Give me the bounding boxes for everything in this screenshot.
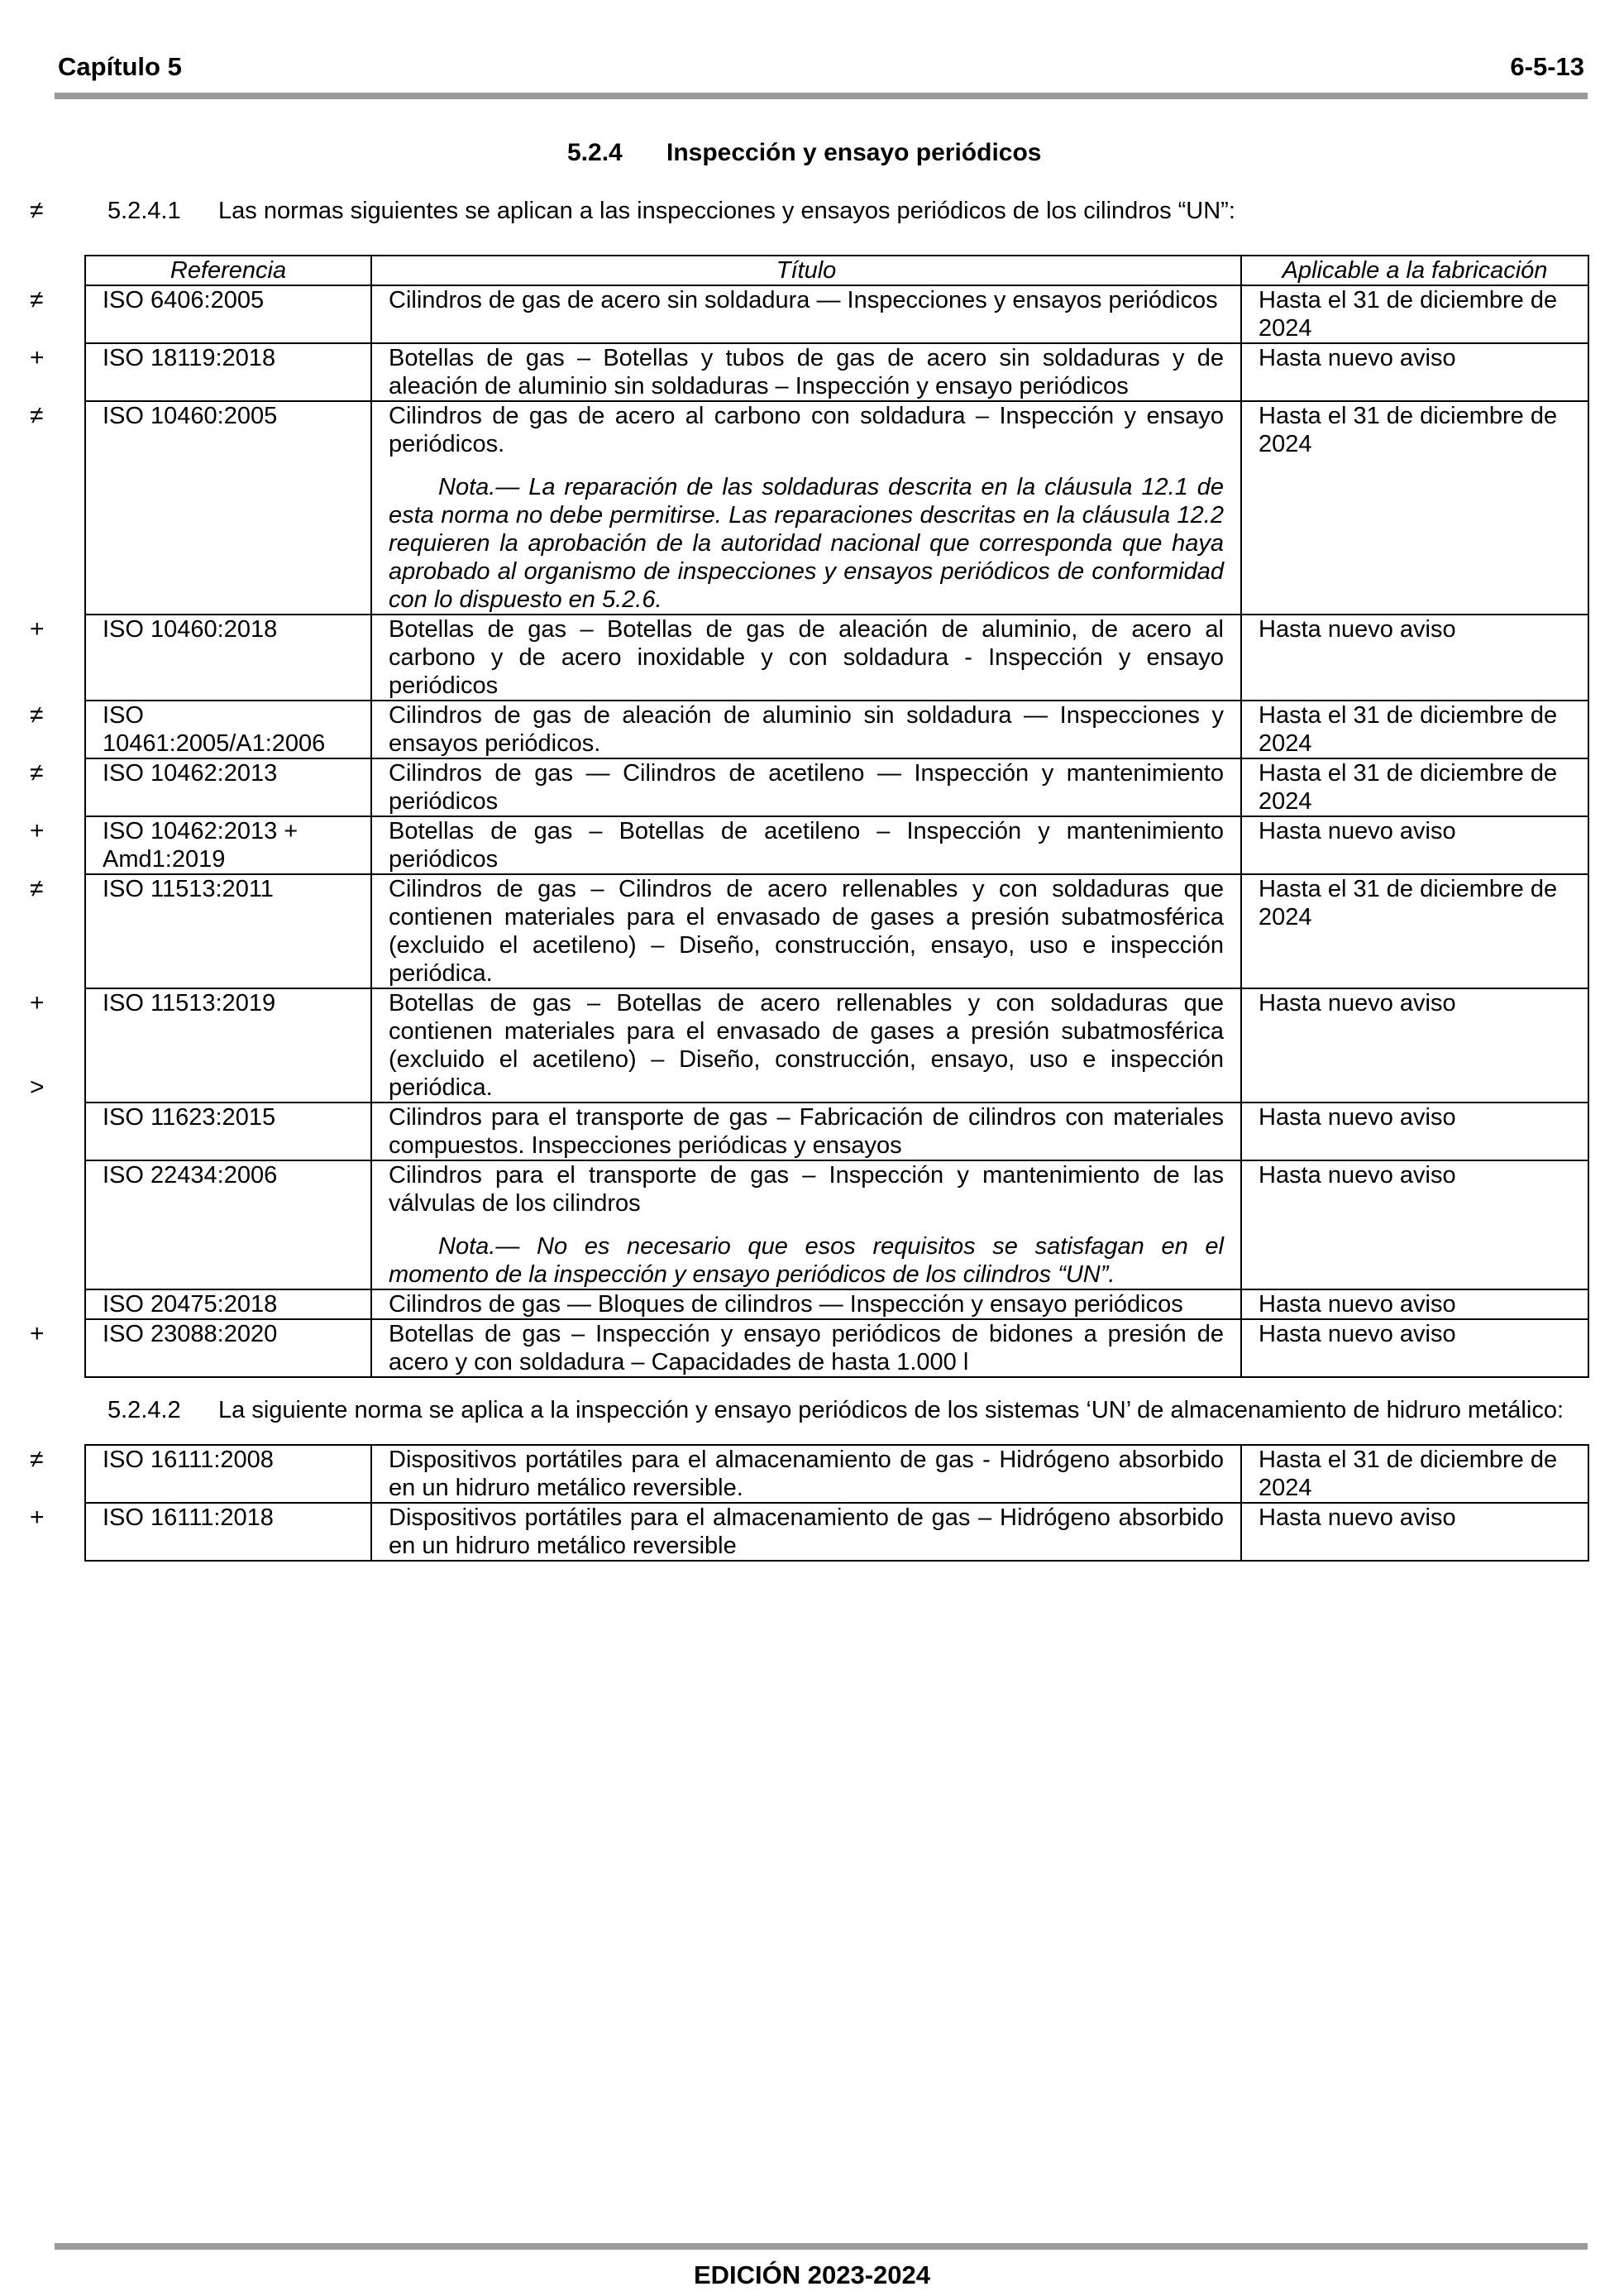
title-cell <box>371 1445 1241 1503</box>
applicable-cell: Hasta nuevo aviso <box>1241 1289 1588 1319</box>
table-row <box>85 285 1588 343</box>
change-mark: ≠ <box>30 286 44 313</box>
section-title: Inspección y ensayo periódicos <box>666 139 1042 166</box>
table-row <box>85 1319 1588 1377</box>
paragraph-5-2-4-1 <box>107 197 1588 225</box>
standard-title: Cilindros de gas – Cilindros de acero rellenables y con soldaduras que contienen materiales para el envasado de gases a presión subatmosférica (excluido el acetileno) – Diseño, construcción, ensayo, uso e inspección periódica. <box>389 876 1224 987</box>
title-cell <box>371 816 1241 874</box>
paragraph-number: 5.2.4.1 <box>107 198 181 224</box>
table-row <box>85 1289 1588 1319</box>
standard-title: Cilindros para el transporte de gas – Fabricación de cilindros con materiales compuestos. Inspecciones periódicas y ensayos <box>389 1104 1224 1159</box>
title-cell <box>371 1103 1241 1160</box>
reference-cell: ISO 11513:2011 <box>85 874 371 988</box>
reference-cell: ISO 6406:2005 <box>85 285 371 343</box>
title-cell <box>371 285 1241 343</box>
column-header-applicable: Aplicable a la fabricación <box>1241 256 1588 285</box>
change-mark: + <box>30 344 45 371</box>
standard-title: Botellas de gas – Botellas de acero rellenables y con soldaduras que contienen materiales para el envasado de gases a presión subatmosférica (excluido el acetileno) – Diseño, construcción, ensayo, uso e inspección periódica. <box>389 990 1224 1101</box>
standard-title: Cilindros de gas — Bloques de cilindros — Inspección y ensayo periódicos <box>389 1291 1183 1318</box>
reference-cell: ISO 11513:2019 <box>85 988 371 1103</box>
change-mark: + <box>30 817 45 844</box>
table-header-row <box>85 256 1588 285</box>
applicable-cell: Hasta nuevo aviso <box>1241 816 1588 874</box>
change-mark: ≠ <box>30 701 44 729</box>
column-header-reference: Referencia <box>85 256 371 285</box>
standard-title: Cilindros de gas de acero sin soldadura — Inspecciones y ensayos periódicos <box>389 287 1218 313</box>
table-row <box>85 615 1588 701</box>
change-mark: ≠ <box>30 1446 44 1473</box>
applicable-cell: Hasta nuevo aviso <box>1241 1503 1588 1561</box>
standard-title: Cilindros de gas — Cilindros de acetileno — Inspección y mantenimiento periódicos <box>389 760 1224 815</box>
page-number: 6-5-13 <box>1510 52 1584 81</box>
title-cell <box>371 1319 1241 1377</box>
applicable-cell: Hasta nuevo aviso <box>1241 615 1588 701</box>
change-mark: ≠ <box>30 402 44 429</box>
applicable-cell: Hasta nuevo aviso <box>1241 1319 1588 1377</box>
table-row <box>85 988 1588 1103</box>
paragraph-number: 5.2.4.2 <box>107 1397 181 1423</box>
applicable-cell: Hasta el 31 de diciembre de 2024 <box>1241 758 1588 816</box>
standard-title: Dispositivos portátiles para el almacenamiento de gas – Hidrógeno absorbido en un hidruro metálico reversible <box>389 1504 1224 1559</box>
table-row <box>85 874 1588 988</box>
applicable-cell: Hasta el 31 de diciembre de 2024 <box>1241 874 1588 988</box>
change-mark: + <box>30 1504 45 1531</box>
change-mark: + <box>30 1320 45 1347</box>
change-mark: + <box>30 615 45 643</box>
note-text: Nota.— No es necesario que esos requisitos se satisfagan en el momento de la inspección y ensayo periódicos de los cilindros “UN”. <box>389 1233 1224 1288</box>
table-row <box>85 1445 1588 1503</box>
column-header-title: Título <box>371 256 1241 285</box>
title-cell <box>371 615 1241 701</box>
change-mark: + <box>30 989 45 1016</box>
standard-title: Botellas de gas – Botellas de acetileno – Inspección y mantenimiento periódicos <box>389 818 1224 873</box>
change-mark: ≠ <box>30 197 44 224</box>
standard-title: Cilindros de gas de aleación de aluminio sin soldadura — Inspecciones y ensayos periódicos. <box>389 702 1224 757</box>
standard-title: Dispositivos portátiles para el almacenamiento de gas - Hidrógeno absorbido en un hidruro metálico reversible. <box>389 1447 1224 1501</box>
standard-title: Botellas de gas – Botellas y tubos de gas de acero sin soldaduras y de aleación de aluminio sin soldaduras – Inspección y ensayo periódicos <box>389 345 1224 399</box>
applicable-cell: Hasta el 31 de diciembre de 2024 <box>1241 285 1588 343</box>
title-cell <box>371 758 1241 816</box>
applicable-cell: Hasta nuevo aviso <box>1241 343 1588 401</box>
metal-hydride-table <box>84 1444 1589 1562</box>
table-row <box>85 401 1588 615</box>
standard-title: Botellas de gas – Botellas de gas de aleación de aluminio, de acero al carbono y de acero inoxidable y con soldadura - Inspección y ensayo periódicos <box>389 616 1224 699</box>
footer-rule <box>55 2243 1588 2250</box>
reference-cell: ISO 22434:2006 <box>85 1160 371 1289</box>
table-row <box>85 701 1588 758</box>
reference-cell: ISO 16111:2008 <box>85 1445 371 1503</box>
change-mark: ≠ <box>30 759 44 787</box>
table-row <box>85 758 1588 816</box>
chapter-label: Capítulo 5 <box>58 52 182 81</box>
title-cell <box>371 343 1241 401</box>
reference-cell: ISO 11623:2015 <box>85 1103 371 1160</box>
title-cell <box>371 401 1241 615</box>
standard-title: Cilindros de gas de acero al carbono con soldadura – Inspección y ensayo periódicos. <box>389 403 1224 457</box>
title-cell <box>371 701 1241 758</box>
applicable-cell: Hasta nuevo aviso <box>1241 988 1588 1103</box>
table-row <box>85 1503 1588 1561</box>
applicable-cell: Hasta el 31 de diciembre de 2024 <box>1241 401 1588 615</box>
standard-title: Botellas de gas – Inspección y ensayo periódicos de bidones a presión de acero y con soldadura – Capacidades de hasta 1.000 l <box>389 1321 1224 1375</box>
reference-cell: ISO 20475:2018 <box>85 1289 371 1319</box>
table-row <box>85 1160 1588 1289</box>
standards-table <box>84 255 1589 1378</box>
edition-footer: EDICIÓN 2023-2024 <box>693 2260 931 2289</box>
reference-cell: ISO 10460:2018 <box>85 615 371 701</box>
paragraph-text: Las normas siguientes se aplican a las inspecciones y ensayos periódicos de los cilindros “UN”: <box>218 198 1235 224</box>
title-cell <box>371 988 1241 1103</box>
paragraph-text: La siguiente norma se aplica a la inspección y ensayo periódicos de los sistemas ‘UN’ de almacenamiento de hidruro metálico: <box>218 1397 1564 1423</box>
title-cell <box>371 1503 1241 1561</box>
reference-cell: ISO 10462:2013 + Amd1:2019 <box>85 816 371 874</box>
applicable-cell: Hasta nuevo aviso <box>1241 1103 1588 1160</box>
applicable-cell: Hasta nuevo aviso <box>1241 1160 1588 1289</box>
title-cell <box>371 1160 1241 1289</box>
note-text: Nota.— La reparación de las soldaduras descrita en la cláusula 12.1 de esta norma no debe permitirse. Las reparaciones descritas en la cláusula 12.2 requieren la aprobación de la autoridad nacional que corresponda que haya aprobado al organismo de inspecciones y ensayos periódicos de conformidad con lo dispuesto en 5.2.6. <box>389 474 1224 613</box>
reference-cell: ISO 18119:2018 <box>85 343 371 401</box>
title-cell <box>371 1289 1241 1319</box>
reference-cell: ISO 23088:2020 <box>85 1319 371 1377</box>
reference-cell: ISO 16111:2018 <box>85 1503 371 1561</box>
applicable-cell: Hasta el 31 de diciembre de 2024 <box>1241 1445 1588 1503</box>
section-heading <box>567 139 1042 167</box>
table-row <box>85 1103 1588 1160</box>
section-number: 5.2.4 <box>567 139 623 166</box>
header-rule <box>55 93 1588 99</box>
reference-cell: ISO 10461:2005/A1:2006 <box>85 701 371 758</box>
reference-cell: ISO 10460:2005 <box>85 401 371 615</box>
change-mark: ≠ <box>30 875 44 902</box>
paragraph-5-2-4-2 <box>58 1396 1586 1424</box>
table-row <box>85 816 1588 874</box>
change-mark: > <box>30 1074 45 1101</box>
applicable-cell: Hasta el 31 de diciembre de 2024 <box>1241 701 1588 758</box>
title-cell <box>371 874 1241 988</box>
standard-title: Cilindros para el transporte de gas – Inspección y mantenimiento de las válvulas de los cilindros <box>389 1162 1224 1217</box>
reference-cell: ISO 10462:2013 <box>85 758 371 816</box>
table-row <box>85 343 1588 401</box>
